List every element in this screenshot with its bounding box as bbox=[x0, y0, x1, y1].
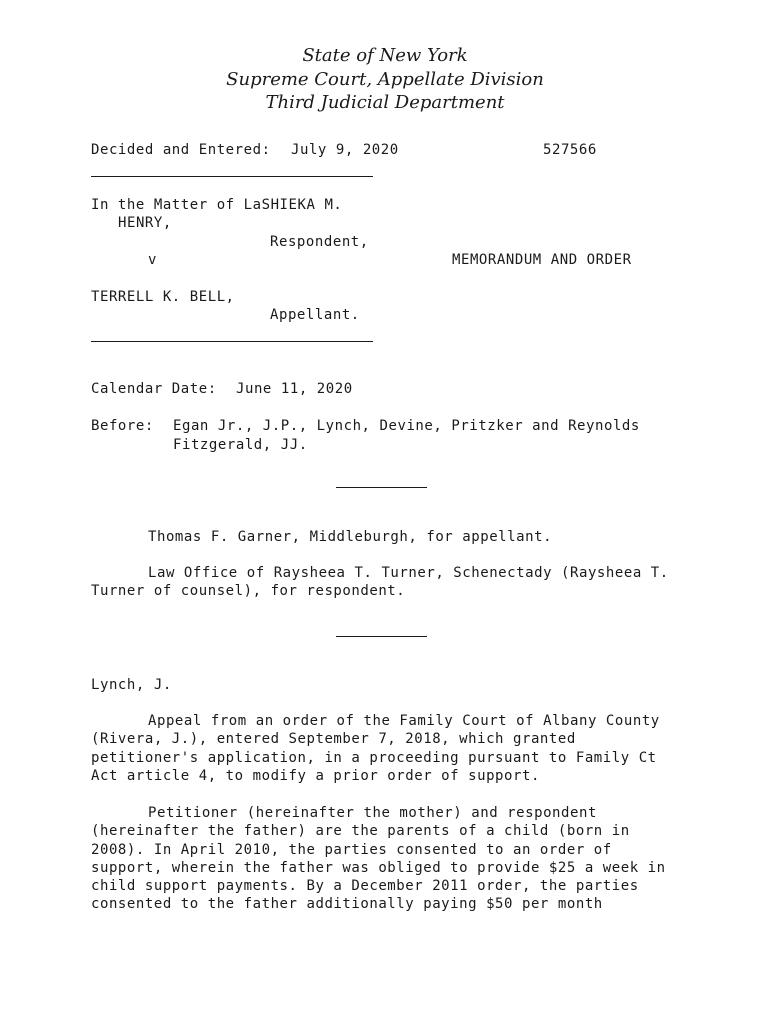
caption-petitioner-line2: HENRY, bbox=[118, 215, 172, 231]
before-label: Before: bbox=[91, 418, 154, 434]
caption-respondent-role: Respondent, bbox=[270, 234, 369, 250]
header-state: State of New York bbox=[302, 45, 468, 66]
caption-petitioner-line1: In the Matter of LaSHIEKA M. bbox=[91, 197, 343, 213]
caption-appellant-role: Appellant. bbox=[270, 307, 360, 323]
caption-appellant-name: TERRELL K. BELL, bbox=[91, 289, 235, 305]
header-department: Third Judicial Department bbox=[265, 92, 505, 113]
body-paragraph-2: Petitioner (hereinafter the mother) and respondent (hereinafter the father) are the parents of a child (born in 2008). In April 2010, the parties consented to an order of support, wherein the father was obliged to provide $25 a week in child support payments. By a December 2011 order, the parties consented to the father additionally paying $50 per month bbox=[91, 805, 666, 913]
calendar-label: Calendar Date: bbox=[91, 381, 217, 397]
caption-top-rule bbox=[91, 176, 373, 177]
decision-type: MEMORANDUM AND ORDER bbox=[452, 252, 632, 268]
header-court: Supreme Court, Appellate Division bbox=[226, 68, 544, 90]
decided-label: Decided and Entered: bbox=[91, 142, 271, 158]
counsel-respondent: Law Office of Raysheea T. Turner, Schenectady (Raysheea T. Turner of counsel), for respondent. bbox=[91, 565, 669, 600]
docket-number: 527566 bbox=[543, 142, 597, 158]
section-divider-2 bbox=[336, 636, 427, 637]
before-justices-line1: Egan Jr., J.P., Lynch, Devine, Pritzker and Reynolds bbox=[173, 418, 640, 434]
opinion-author: Lynch, J. bbox=[91, 677, 172, 693]
court-header bbox=[0, 44, 770, 115]
section-divider-1 bbox=[336, 487, 427, 488]
caption-versus: v bbox=[148, 252, 157, 268]
caption-bottom-rule bbox=[91, 341, 373, 342]
decided-date: July 9, 2020 bbox=[291, 142, 399, 158]
counsel-appellant: Thomas F. Garner, Middleburgh, for appellant. bbox=[148, 529, 553, 545]
calendar-date: June 11, 2020 bbox=[236, 381, 353, 397]
body-paragraph-1: Appeal from an order of the Family Court of Albany County (Rivera, J.), entered September 7, 2018, which granted petitioner's application, in a proceeding pursuant to Family Ct Act article 4, to modify a prior order of support. bbox=[91, 713, 660, 784]
before-justices-line2: Fitzgerald, JJ. bbox=[173, 437, 308, 453]
